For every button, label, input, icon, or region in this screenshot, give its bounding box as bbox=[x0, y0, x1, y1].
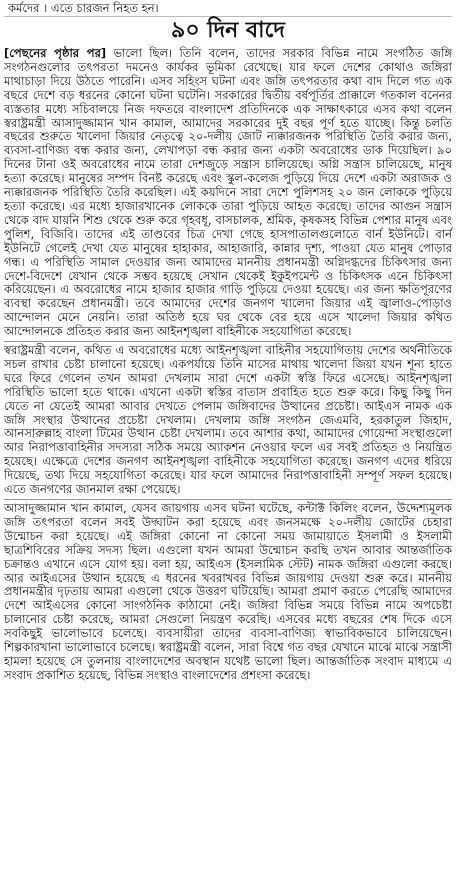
article-headline: ৯০ দিন বাদে bbox=[171, 18, 285, 43]
paragraph-text: ভালো ছিল। তিনি বলেন, তাদের সরকার বিভিন্ন নামে সংগঠিত জঙ্গি সংগঠনগুলোর তৎপরতা দমনেও কার্যকর ভূমিকা রেখেছে। যার ফলে দেশের কোথাও জঙ্গিরা মাথাচাড়া দিয়ে উঠতে পারেনি। এসব সহিংস ঘটনা এবং জঙ্গি তৎপরতার কথা বাদ দিলে গত এক বছরে দেশে বড় ধরনের কোনো ঘটনা ঘটেনি। সরকারের দ্বিতীয় বর্ষপূর্তির প্রাক্কালে গতকাল বনেনর ব্যস্ততার মধ্যে সচিবালয়ে নিজ দফতরে বাংলাদেশ প্রতিদিনকে এক সাক্ষাৎকারে এসব কথা বলেন স্বরাষ্ট্রমন্ত্রী আসাদুজ্জামান খান কামাল, আমাদের সরকারের দুই বছর পূর্ণ হতে যাচ্ছে। কিন্তু চলতি বছরের শুরুতে খালেদা জিয়ার নেতৃত্বে ২০-দলীয় জোট ন্যক্কারজনক পরিস্থিতি তৈরি করার জন্য, ব্যবসা-বাণিজ্য বন্ধ করার জন্য, লেখাপড়া বন্ধ করার জন্য একটা অবরোধের ডাক দিয়েছিল। ৯০ দিনের টানা ওই অবরোধের নামে তারা দেশজুড়ে সন্ত্রাস চালিয়েছে। অগ্নি সন্ত্রাস চালিয়েছে, মানুষ হত্যা করেছে। মানুষের সম্পদ বিনষ্ট করেছে এবং স্কুল-কলেজ পুড়িয়ে দিয়ে দেশে একটা অরাজক ও ন্যক্কারজনক পরিস্থিতি তৈরি করেছিল। এই কয়দিনে সারা দেশে পুলিশসহ ২০ জন লোককে পুড়িয়ে হত্যা করেছে। এর মধ্যে হাজারখানেক লোককে তারা পুড়িয়ে আহত করেছে। তাদের আগুন সন্ত্রাস থেকে বাদ যায়নি শিশু থেকে শুরু করে গৃহবধূ, বাসচালক, শ্রমিক, কৃষকসহ বিভিন্ন পেশার মানুষ এবং পুলিশ, বিজিবি। তাদের এই তাণ্ডবের চিত্র দেখা গেছে হাসপাতালগুলোতে বার্ন ইউনিটে। বার্ন ইউনিটে গেলেই দেখা যেত মানুষের হাহাকার, আহাজারি, কান্নার দৃশ্য, পাওয়া যেত মানুষ পোড়ার গন্ধ। এ পরিস্থিতি সামাল দেওয়ার জন্য আমাদের মাননীয় প্রধানমন্ত্রী অগ্নিদগ্ধদের চিকিৎসার জন্য দেশে-বিদেশে যেখান থেকে সম্ভব হয়েছে সেখান থেকেই ইকুইপমেন্ট ও চিকিৎসক এনে চিকিৎসা করিয়েছেন। এ অবরোধের নামে হাজার হাজার গাড়ি পুড়িয়ে দেওয়া হয়েছে। এর জন্য ক্ষতিপূরণের ব্যবস্থা করেছেন প্রধানমন্ত্রী। তবে আমাদের দেশের জনগণ খালেদা জিয়ার এই জ্বালাও-পোড়াও আন্দোলন মেনে নেয়নি। তারা অতিষ্ঠ হয়ে ঘর থেকে বের হয়ে এসে খালেদা জিয়ার কথিত আন্দোলনকে প্রতিহত করার জন্য আইনশৃঙ্খলা বাহিনীকে সহযোগিতা করেছে। bbox=[4, 46, 452, 339]
continuation-label: [পেছনের পৃষ্ঠার পর] bbox=[4, 46, 107, 60]
article-paragraph bbox=[4, 47, 452, 339]
paragraph-divider bbox=[4, 499, 452, 500]
article-body bbox=[4, 47, 452, 683]
article-paragraph: স্বরাষ্ট্রমন্ত্রী বলেন, কথিত এ অবরোধের মধ্যে আইনশৃঙ্খলা বাহিনীর সহযোগিতায় দেশের অর্থনীতিকে সচল রাখার চেষ্টা চালানো হয়েছে। একপর্যায়ে তিনি মাসের মাথায় খালেদা জিয়া যখন শূন্য হাতে ঘরে ফিরে গেলেন তখন আমরা দেখলাম সারা দেশে একটা স্বস্তি ফিরে এসেছে। আইনশৃঙ্খলা পরিস্থিতি ভালো হতে থাকে। এখনো একটা স্বস্তির বাতাস প্রবাহিত হতে শুরু করে। কিছু কিছু দিন যেতে না যেতেই আমরা আবার দেখতে পেলাম জঙ্গিবাদের উত্থানের প্রচেষ্টা। আইএস নামক এক জঙ্গি সংস্থার উত্থানের প্রচেষ্টা দেখলাম। দেখলাম জঙ্গি সংগঠন জেএমবি, হরকাতুল জিহাদ, আনসারুল্লাহ বাংলা টিমের উত্থান চেষ্টা দেখলাম। তবে আশার কথা, আমাদের গোয়েন্দা সংস্থাগুলো আর নিরাপত্তাবাহিনীর সদস্যরা সঠিক সময়ে অ্যাকশন নেওয়ার ফলে এর সবই প্রতিহত ও নিয়ন্ত্রিত হয়েছে। এক্ষেত্রে দেশের জনগণ আইনশৃঙ্খলা বাহিনীকে সহযোগিতা করেছে। জনগণ এদের ধরিয়ে দিয়েছে, তথ্য দিয়ে সহযোগিতা করেছে। যার ফলে আমাদের নিরাপত্তাবাহিনী সম্পূর্ণ সফল হয়েছে। এতে জনগণের জানমাল রক্ষা পেয়েছে। bbox=[4, 343, 452, 497]
previous-article-tail: কর্মদের । এতে চারজন নিহত হন। bbox=[4, 0, 452, 17]
paragraph-divider bbox=[4, 341, 452, 342]
article-paragraph: আসাদুজ্জামান খান কামাল, যেসব জায়গায় এসব ঘটনা ঘটেছে, কন্টাক্ট কিলিং বলেন, উদ্দেশ্যমূলক জঙ্গি তৎপরতা বলেন সবই উদ্ঘাটন করা হয়েছে এবং জনসমক্ষে ২০-দলীয় জোটের চেহারা উন্মোচন করা হয়েছে। এই জঙ্গিরা কোনো না কোনো সময় জামায়াতে ইসলামী ও ইসলামী ছাত্রশিবিরের সক্রিয় সদস্য ছিল। এগুলো যখন আমরা উন্মোচন করছি তখন আবার আন্তর্জাতিক চক্রান্তও এখানে এসে যোগ হয়। বলা হয়, আইএস (ইসলামিক স্টেট) নামক জঙ্গিরা এগুলো করছে। আর আইএসের উত্থান হয়েছে এ ধরনের খবরাখবর বিভিন্ন জায়গায় দেওয়া শুরু করে। মাননীয় প্রধানমন্ত্রীর দৃঢ়তায় আমরা এগুলো থেকে উত্তরণ ঘটিয়েছি। আমরা প্রমাণ করতে পেরেছি আমাদের দেশে আইএসের কোনো সাংগঠনিক কাঠামো নেই। জঙ্গিরা বিভিন্ন সময়ে বিভিন্ন নামে অপচেষ্টা চালানোর চেষ্টা করেছে, আমরা সেগুলো নিয়ন্ত্রণ করেছি। এসবের মধ্যে বছরের শেষ দিকে এসে সবকিছুই ভালোভাবে চলেছে। ব্যবসায়ীরা তাদের ব্যবসা-বাণিজ্য স্বাভাবিকভাবে চালিয়েছেন। শিল্পকারখানা ভালোভাবে চলেছে। স্বরাষ্ট্রমন্ত্রী বলেন, সারা বিশ্বে গত বছর যেখানে মাঝে মাঝে সন্ত্রাসী হামলা হয়েছে সে তুলনায় বাংলাদেশের অবস্থান যথেষ্ট ভালো ছিল। আন্তর্জাতিক সংবাদ মাধ্যমে এ সংবাদ প্রকাশিত হয়েছে, বিভিন্ন সংস্থাও বাংলাদেশের প্রশংসা করেছে। bbox=[4, 501, 452, 682]
